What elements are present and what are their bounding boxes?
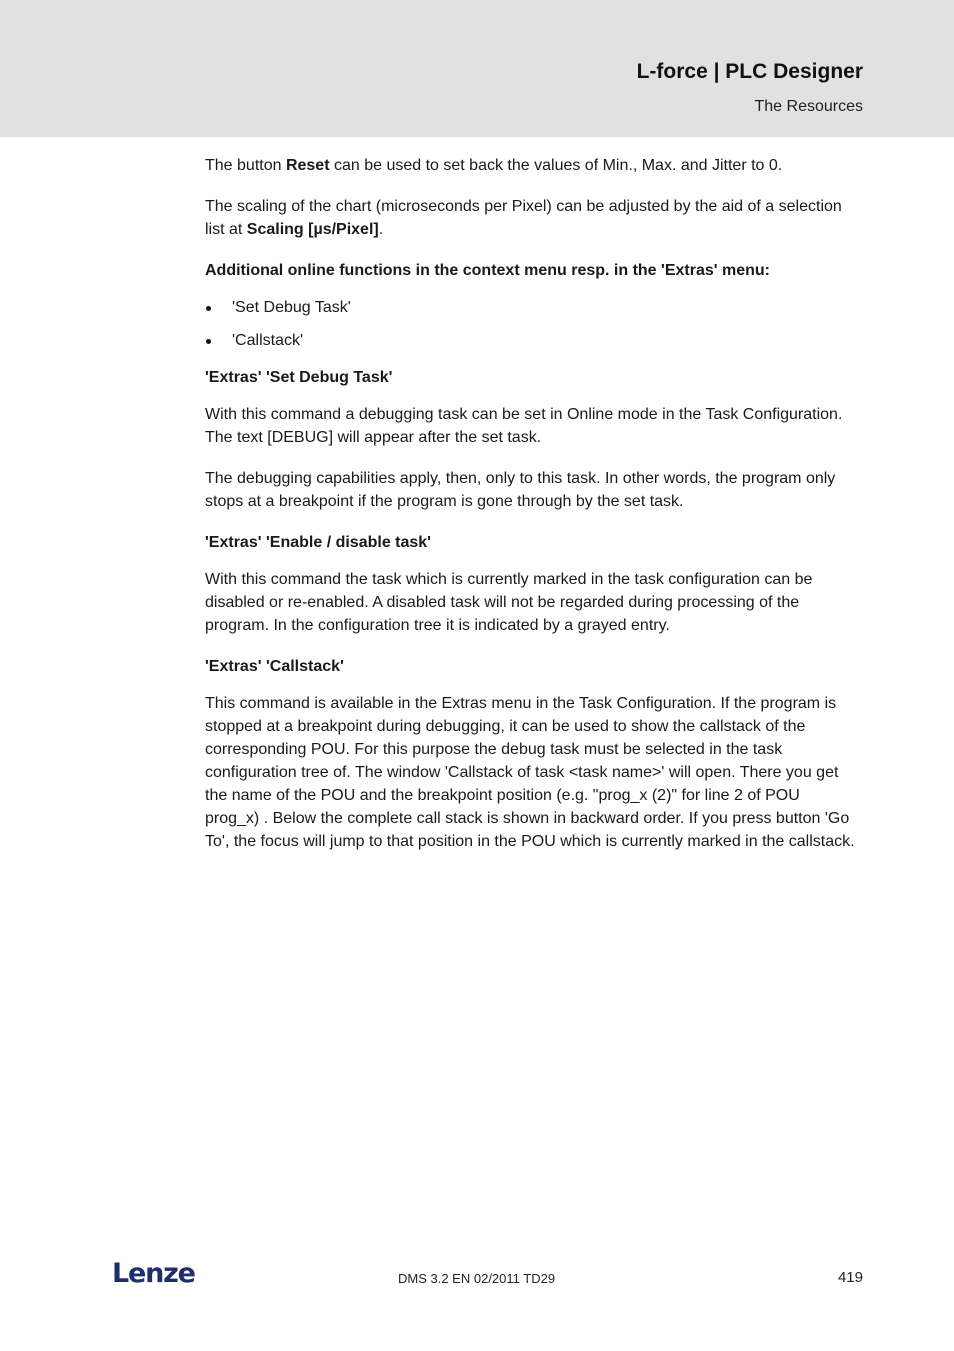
lenze-logo: Lenze [112,1258,195,1289]
main-content [205,154,857,871]
page-header [0,0,954,137]
scaling-term: Scaling [µs/Pixel] [246,221,379,238]
reset-term: Reset [285,157,330,174]
paragraph-debug-2: The debugging capabilities apply, then, only to this task. In other words, the program only stops at a breakpoint if the program is gone through by the set task. [205,470,836,510]
page-number: 419 [837,1269,863,1286]
paragraph-scaling: The scaling of the chart (microseconds per Pixel) can be adjusted by the aid of a selection list at Scaling [µs/Pixel]. [205,198,842,238]
header-title: L-force | PLC Designer [636,60,863,83]
header-subtitle: The Resources [754,98,863,115]
paragraph-debug-1: With this command a debugging task can be set in Online mode in the Task Configuration. The text [DEBUG] will appear after the set task. [205,406,843,446]
paragraph-callstack: This command is available in the Extras menu in the Task Configuration. If the program is stopped at a breakpoint during debugging, it can be used to show the callstack of the corresponding POU. For this purpose the debug task must be selected in the task configuration tree of. The window 'Callstack of task <task name>' will open. There you get the name of the POU and the breakpoint position (e.g. "prog_x (2)" for line 2 of POU prog_x) . Below the complete call stack is shown in backward order. If you press button 'Go To', the focus will jump to that position in the POU which is currently marked in the callstack. [205,695,855,850]
list-item: 'Set Debug Task' [205,296,857,319]
document-reference: DMS 3.2 EN 02/2011 TD29 [398,1271,556,1286]
list-item: 'Callstack' [205,329,857,352]
heading-set-debug-task: 'Extras' 'Set Debug Task' [205,369,393,386]
heading-enable-disable-task: 'Extras' 'Enable / disable task' [205,534,431,551]
paragraph-reset: The button Reset can be used to set back the values of Min., Max. and Jitter to 0. [205,157,783,174]
section-heading-online-functions: Additional online functions in the context menu resp. in the 'Extras' menu: [205,262,770,279]
paragraph-enable: With this command the task which is currently marked in the task configuration can be disabled or re-enabled. A disabled task will not be regarded during processing of the program. In the configuration tree it is indicated by a grayed entry. [205,571,813,634]
heading-callstack: 'Extras' 'Callstack' [205,658,344,675]
function-list [205,296,857,352]
